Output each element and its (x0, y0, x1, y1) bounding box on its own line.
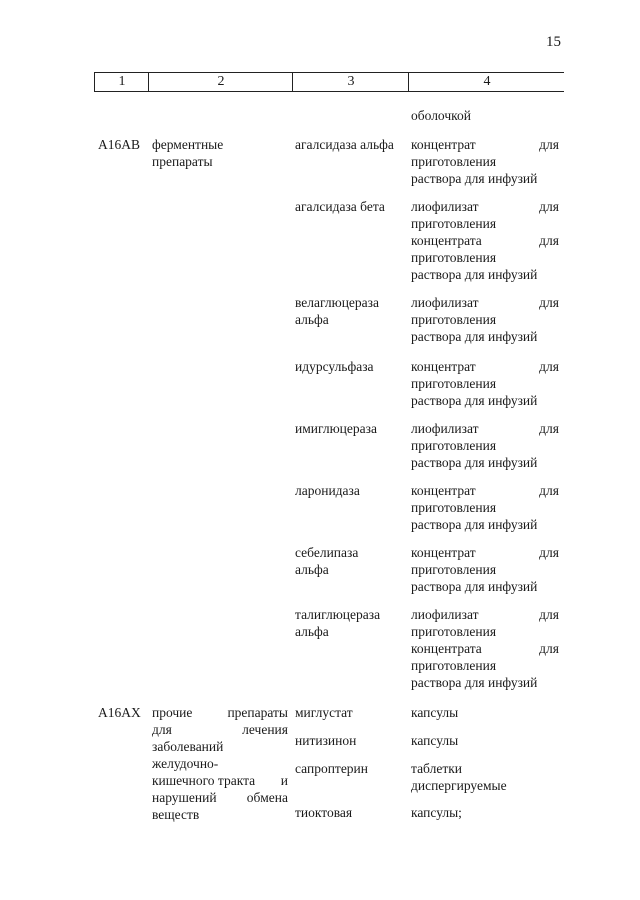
drug-name: агалсидаза бета (295, 199, 385, 214)
drug-name: миглустат (295, 705, 353, 720)
drug-form (411, 136, 559, 187)
text-line (411, 215, 559, 232)
text-line (411, 640, 559, 657)
text-word: для (539, 545, 559, 560)
text-word: раствора для инфузий (411, 675, 538, 690)
text-word: для (152, 722, 172, 737)
text-line (152, 806, 288, 823)
text-word: для (539, 295, 559, 310)
text-line (411, 606, 559, 623)
text-line (411, 249, 559, 266)
text-word: приготовления (411, 216, 497, 231)
text-line (411, 704, 559, 721)
drug-name: ларонидаза (295, 483, 360, 498)
group-name (152, 136, 288, 170)
text-line (411, 499, 559, 516)
header-col-3: 3 (292, 73, 409, 91)
text-line (411, 561, 559, 578)
drug-name: имиглюцераза (295, 421, 377, 436)
header-col-2: 2 (148, 73, 293, 91)
text-word: приготовления (411, 624, 497, 639)
text-line (411, 311, 559, 328)
page-number: 15 (546, 34, 561, 50)
text-word: желудочно- (152, 756, 219, 771)
text-word: концентрат (411, 483, 476, 498)
group-code: A16AX (98, 705, 141, 720)
text-line (152, 789, 288, 806)
drug-form (411, 606, 559, 691)
text-word: капсулы (411, 705, 459, 720)
text-line (152, 704, 288, 721)
drug-name: себелипаза альфа (295, 545, 359, 577)
drug-form (411, 704, 559, 721)
text-word: для (539, 607, 559, 622)
drug-form (411, 804, 559, 821)
text-line (411, 657, 559, 674)
text-word: для (539, 421, 559, 436)
text-word: диспергируемые (411, 778, 507, 793)
text-line (411, 266, 559, 283)
text-word: лиофилизат (411, 295, 479, 310)
text-word: лечения (242, 722, 288, 737)
drug-name: идурсульфаза (295, 359, 374, 374)
text-line (411, 153, 559, 170)
text-word: препараты (227, 705, 288, 720)
text-word: для (539, 137, 559, 152)
header-col-1: 1 (94, 73, 149, 91)
text-word: и (280, 773, 288, 788)
text-line (411, 198, 559, 215)
text-line (411, 136, 559, 153)
text-line (411, 170, 559, 187)
text-word: приготовления (411, 438, 497, 453)
text-word: кишечного тракта (152, 773, 256, 788)
text-word: концентрат (411, 545, 476, 560)
text-line (411, 358, 559, 375)
text-word: лиофилизат (411, 421, 479, 436)
text-word: для (539, 359, 559, 374)
text-word: концентрат (411, 137, 476, 152)
drug-form (411, 420, 559, 471)
text-word: для (539, 483, 559, 498)
text-word: раствора для инфузий (411, 393, 538, 408)
drug-name: талиглюцераза альфа (295, 607, 381, 639)
text-word: для (539, 199, 559, 214)
text-word: раствора для инфузий (411, 455, 538, 470)
text-word: обмена (246, 790, 288, 805)
text-line (411, 454, 559, 471)
text-word: раствора для инфузий (411, 517, 538, 532)
group-code: A16AB (98, 137, 141, 152)
text-word: приготовления (411, 658, 497, 673)
drug-form (411, 358, 559, 409)
text-word: нарушений (152, 790, 217, 805)
text-word: для (539, 233, 559, 248)
text-word: приготовления (411, 154, 497, 169)
text-word: приготовления (411, 376, 497, 391)
text-line (411, 544, 559, 561)
text-line (411, 328, 559, 345)
text-line (411, 674, 559, 691)
text-word: раствора для инфузий (411, 329, 538, 344)
text-word: приготовления (411, 312, 497, 327)
text-word: приготовления (411, 250, 497, 265)
drug-form (411, 294, 559, 345)
text-line (411, 482, 559, 499)
text-word: концентрат (411, 359, 476, 374)
text-word: препараты (152, 154, 213, 169)
text-line (411, 760, 559, 777)
drug-form (411, 760, 559, 794)
text-word: таблетки (411, 761, 463, 776)
text-line (152, 772, 288, 789)
text-line (411, 804, 559, 821)
text-line (152, 738, 288, 755)
text-line (152, 721, 288, 738)
text-word: лиофилизат (411, 607, 479, 622)
text-line (411, 578, 559, 595)
drug-name: тиоктовая (295, 805, 353, 820)
drug-name: велаглюцераза альфа (295, 295, 379, 327)
group-name (152, 704, 288, 823)
text-line (411, 294, 559, 311)
text-word: концентрата (411, 641, 482, 656)
drug-form (411, 482, 559, 533)
text-line (411, 420, 559, 437)
text-word: прочие (152, 705, 193, 720)
text-line (411, 375, 559, 392)
text-line (411, 623, 559, 640)
text-word: приготовления (411, 500, 497, 515)
text-word: веществ (152, 807, 200, 822)
text-word: приготовления (411, 562, 497, 577)
header-col-4: 4 (408, 73, 565, 91)
text-word: раствора для инфузий (411, 267, 538, 282)
text-word: заболеваний (152, 739, 224, 754)
text-line (411, 437, 559, 454)
text-line (152, 755, 288, 772)
text-line (152, 153, 288, 170)
drug-name: сапроптерин (295, 761, 369, 776)
text-word: капсулы (411, 733, 459, 748)
text-line (411, 777, 559, 794)
drug-form (411, 544, 559, 595)
drug-name: агалсидаза альфа (295, 137, 394, 152)
drug-form (411, 732, 559, 749)
table-header-row (94, 72, 564, 92)
drug-form (411, 198, 559, 283)
text-word: для (539, 641, 559, 656)
text-line (152, 136, 288, 153)
text-line (411, 232, 559, 249)
text-word: ферментные (152, 137, 224, 152)
drug-name: нитизинон (295, 733, 357, 748)
text-word: раствора для инфузий (411, 171, 538, 186)
carryover-form: оболочкой (411, 108, 471, 123)
text-line (411, 516, 559, 533)
text-word: капсулы; (411, 805, 462, 820)
text-word: лиофилизат (411, 199, 479, 214)
text-word: раствора для инфузий (411, 579, 538, 594)
text-line (411, 392, 559, 409)
text-word: концентрата (411, 233, 482, 248)
text-line (411, 732, 559, 749)
